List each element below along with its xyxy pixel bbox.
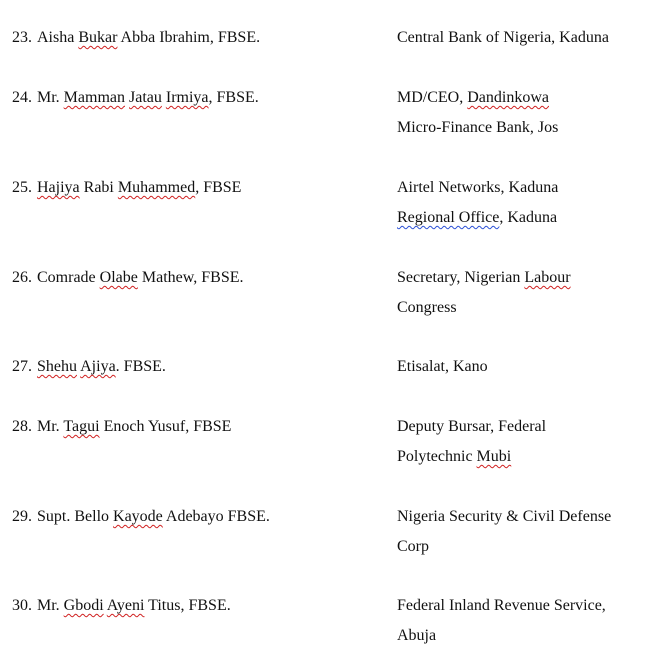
text-run: . FBSE.	[115, 358, 166, 375]
spellcheck-flagged-word: Ayeni	[106, 597, 145, 614]
text-run: Central Bank of Nigeria, Kaduna	[397, 29, 609, 46]
spellcheck-flagged-word: Shehu	[37, 358, 77, 375]
text-run: Mr.	[37, 89, 64, 106]
text-run: Mathew, FBSE.	[137, 269, 244, 286]
text-run: Corp	[397, 538, 429, 555]
entry-number: 27.	[12, 358, 32, 375]
text-run: Nigeria Security & Civil Defense	[397, 508, 612, 525]
member-name	[37, 83, 259, 113]
entry-number: 26.	[12, 269, 32, 286]
member-name	[37, 263, 244, 293]
text-run: Etisalat, Kano	[397, 358, 488, 375]
spellcheck-flagged-word: Regional Office	[397, 209, 500, 226]
member-name	[37, 412, 231, 442]
organization-line	[397, 352, 659, 382]
entry-number: 29.	[12, 508, 32, 525]
organization	[397, 352, 659, 382]
organization-line	[397, 263, 659, 293]
text-run: , FBSE	[195, 179, 242, 196]
spellcheck-flagged-word: Bukar	[78, 29, 118, 46]
spellcheck-flagged-word: Tagui	[63, 418, 100, 435]
text-run: Abuja	[397, 627, 437, 644]
spellcheck-flagged-word: Jatau	[129, 89, 162, 106]
entry-number: 30.	[12, 597, 32, 614]
organization-line	[397, 83, 659, 113]
spellcheck-flagged-word: Mubi	[476, 448, 512, 465]
text-run: Enoch Yusuf, FBSE	[99, 418, 232, 435]
text-run: Abba Ibrahim, FBSE.	[117, 29, 261, 46]
spellcheck-flagged-word: Mamman	[63, 89, 125, 106]
text-run: Congress	[397, 299, 457, 316]
spellcheck-flagged-word: Irmiya	[165, 89, 209, 106]
member-name	[37, 352, 166, 382]
spellcheck-flagged-word: Labour	[524, 269, 571, 286]
organization-line	[397, 591, 659, 621]
entry-number: 28.	[12, 418, 32, 435]
spellcheck-flagged-word: Kayode	[113, 508, 163, 525]
text-run: Mr.	[37, 418, 64, 435]
text-run: , Kaduna	[499, 209, 558, 226]
organization-line	[397, 173, 659, 203]
member-name	[37, 591, 231, 621]
text-run: Supt. Bello	[37, 508, 114, 525]
text-run: Polytechnic	[397, 448, 477, 465]
organization	[397, 502, 659, 562]
spellcheck-flagged-word: Hajiya	[37, 179, 80, 196]
spellcheck-flagged-word: Muhammed	[117, 179, 196, 196]
text-run: , FBSE.	[208, 89, 259, 106]
entry-number: 25.	[12, 179, 32, 196]
organization-line	[397, 621, 659, 651]
organization-line	[397, 532, 659, 562]
organization	[397, 412, 659, 472]
organization	[397, 23, 659, 53]
text-run: Airtel Networks, Kaduna	[397, 179, 559, 196]
text-run: Micro-Finance Bank, Jos	[397, 119, 559, 136]
organization-line	[397, 502, 659, 532]
text-run: Adebayo FBSE.	[162, 508, 270, 525]
organization-line	[397, 293, 659, 323]
text-run: Aisha	[37, 29, 79, 46]
text-run: Federal Inland Revenue Service,	[397, 597, 606, 614]
organization	[397, 83, 659, 143]
member-name	[37, 23, 260, 53]
spellcheck-flagged-word: Olabe	[99, 269, 138, 286]
member-name	[37, 173, 241, 203]
entry-number: 23.	[12, 29, 32, 46]
spellcheck-flagged-word: Gbodi	[63, 597, 104, 614]
text-run: Secretary, Nigerian	[397, 269, 525, 286]
organization-line	[397, 203, 659, 233]
text-run: MD/CEO,	[397, 89, 468, 106]
spellcheck-flagged-word: Dandinkowa	[467, 89, 549, 106]
organization	[397, 263, 659, 323]
organization	[397, 173, 659, 233]
organization-line	[397, 442, 659, 472]
text-run: Mr.	[37, 597, 64, 614]
text-run: Titus, FBSE.	[144, 597, 231, 614]
text-run: Deputy Bursar, Federal	[397, 418, 547, 435]
organization-line	[397, 23, 659, 53]
member-name	[37, 502, 270, 532]
organization	[397, 591, 659, 651]
entry-number: 24.	[12, 89, 32, 106]
spellcheck-flagged-word: Ajiya	[80, 358, 116, 375]
organization-line	[397, 113, 659, 143]
text-run: Comrade	[37, 269, 100, 286]
organization-line	[397, 412, 659, 442]
text-run: Rabi	[79, 179, 118, 196]
